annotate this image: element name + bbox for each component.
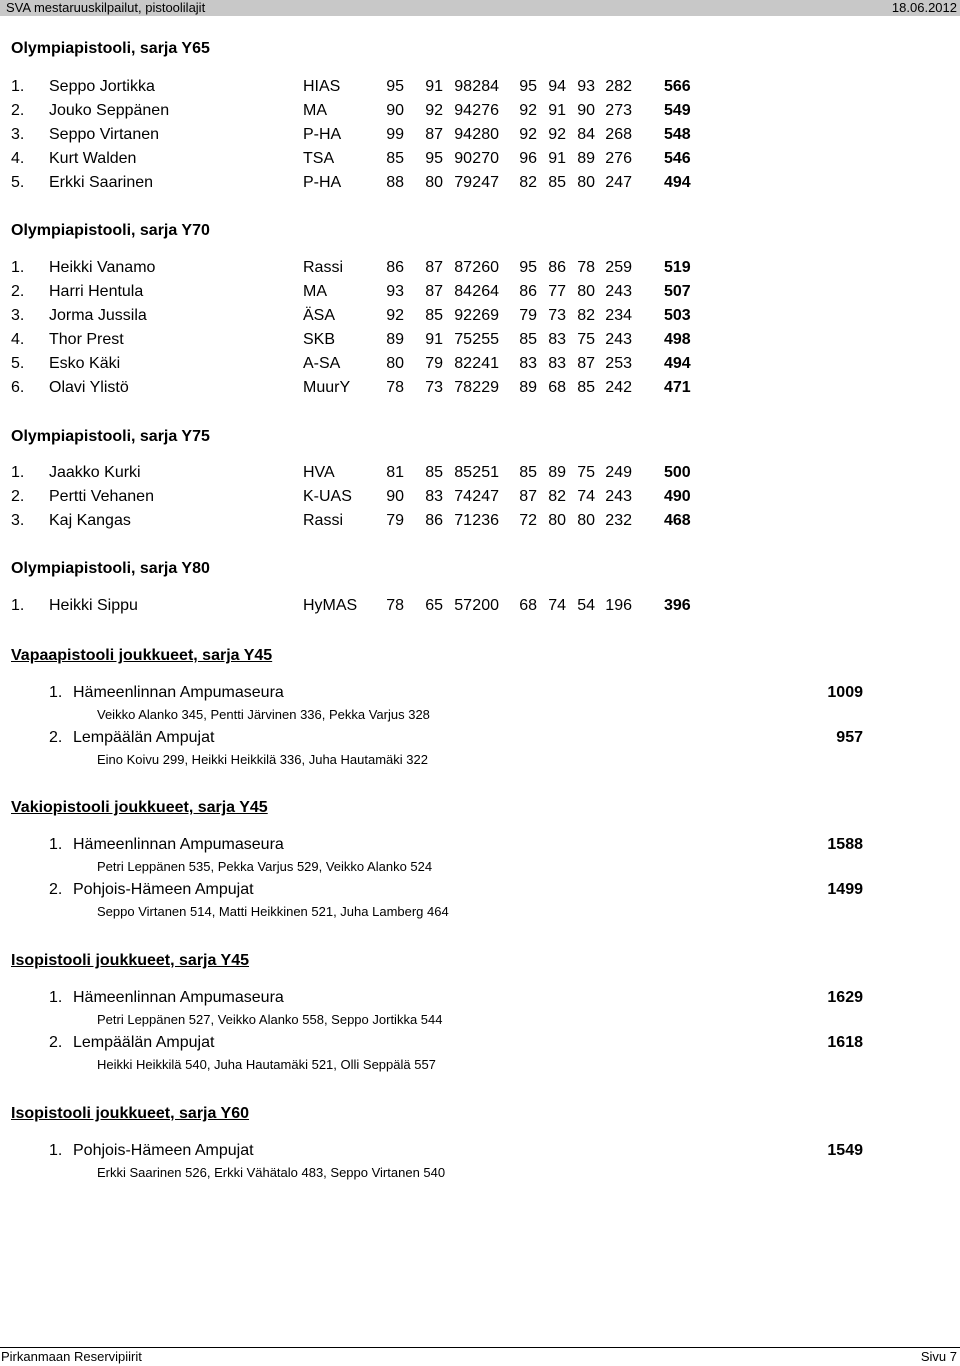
series-subtotal: 247 bbox=[472, 488, 499, 505]
series-score: 85 bbox=[519, 331, 537, 348]
series-score: 85 bbox=[519, 464, 537, 481]
rank: 6. bbox=[11, 379, 25, 396]
series-score: 84 bbox=[454, 283, 472, 300]
series-score: 84 bbox=[577, 126, 595, 143]
series-subtotal: 276 bbox=[472, 102, 499, 119]
series-score: 79 bbox=[386, 512, 404, 529]
series-score: 92 bbox=[548, 126, 566, 143]
club: ÄSA bbox=[303, 307, 336, 324]
series-score: 74 bbox=[548, 597, 566, 614]
result-row bbox=[0, 488, 960, 512]
footer-page-number: Sivu 7 bbox=[920, 1349, 957, 1364]
competitor-name: Jaakko Kurki bbox=[49, 464, 141, 481]
page-header bbox=[0, 0, 960, 16]
rank: 4. bbox=[11, 150, 25, 167]
series-score: 85 bbox=[454, 464, 472, 481]
team-name: Lempäälän Ampujat bbox=[73, 1034, 215, 1051]
team-total: 1009 bbox=[827, 684, 863, 701]
series-subtotal: 196 bbox=[605, 597, 632, 614]
series-score: 95 bbox=[519, 259, 537, 276]
competitor-name: Erkki Saarinen bbox=[49, 174, 154, 191]
team-total: 1588 bbox=[827, 836, 863, 853]
series-score: 83 bbox=[519, 355, 537, 372]
series-score: 95 bbox=[519, 78, 537, 95]
competitor-name: Seppo Jortikka bbox=[49, 78, 155, 95]
result-row bbox=[0, 102, 960, 126]
series-score: 90 bbox=[386, 488, 404, 505]
series-subtotal: 232 bbox=[605, 512, 632, 529]
section-title: Isopistooli joukkueet, sarja Y60 bbox=[11, 1105, 250, 1122]
series-score: 78 bbox=[577, 259, 595, 276]
series-score: 73 bbox=[548, 307, 566, 324]
series-subtotal: 200 bbox=[472, 597, 499, 614]
club: A-SA bbox=[303, 355, 341, 372]
rank: 2. bbox=[11, 283, 25, 300]
series-score: 74 bbox=[577, 488, 595, 505]
series-score: 90 bbox=[454, 150, 472, 167]
series-subtotal: 247 bbox=[472, 174, 499, 191]
series-subtotal: 234 bbox=[605, 307, 632, 324]
club: SKB bbox=[303, 331, 336, 348]
series-score: 80 bbox=[577, 174, 595, 191]
club: HIAS bbox=[303, 78, 341, 95]
series-score: 80 bbox=[577, 512, 595, 529]
team-rank: 1. bbox=[49, 684, 63, 701]
team-total: 957 bbox=[836, 729, 863, 746]
result-row bbox=[0, 331, 960, 355]
series-score: 82 bbox=[577, 307, 595, 324]
series-score: 74 bbox=[454, 488, 472, 505]
club: K-UAS bbox=[303, 488, 352, 505]
series-score: 78 bbox=[386, 379, 404, 396]
series-score: 75 bbox=[577, 464, 595, 481]
competitor-name: Esko Käki bbox=[49, 355, 121, 372]
series-score: 89 bbox=[386, 331, 404, 348]
series-score: 92 bbox=[454, 307, 472, 324]
total-score: 490 bbox=[664, 488, 691, 505]
club: MuurY bbox=[303, 379, 351, 396]
series-subtotal: 242 bbox=[605, 379, 632, 396]
team-members: Heikki Heikkilä 540, Juha Hautamäki 521, Olli Seppälä 557 bbox=[97, 1057, 436, 1072]
total-score: 498 bbox=[664, 331, 691, 348]
series-score: 92 bbox=[519, 102, 537, 119]
series-score: 86 bbox=[386, 259, 404, 276]
rank: 1. bbox=[11, 78, 25, 95]
series-score: 81 bbox=[386, 464, 404, 481]
team-members: Seppo Virtanen 514, Matti Heikkinen 521, Juha Lamberg 464 bbox=[97, 904, 449, 919]
total-score: 566 bbox=[664, 78, 691, 95]
competitor-name: Jouko Seppänen bbox=[49, 102, 170, 119]
rank: 4. bbox=[11, 331, 25, 348]
series-score: 87 bbox=[425, 126, 443, 143]
series-subtotal: 229 bbox=[472, 379, 499, 396]
series-score: 91 bbox=[425, 78, 443, 95]
team-rank: 2. bbox=[49, 729, 63, 746]
result-row bbox=[0, 259, 960, 283]
series-score: 89 bbox=[519, 379, 537, 396]
series-score: 90 bbox=[386, 102, 404, 119]
page-footer bbox=[0, 1347, 960, 1366]
section-title: Olympiapistooli, sarja Y70 bbox=[11, 222, 210, 239]
series-score: 80 bbox=[425, 174, 443, 191]
total-score: 500 bbox=[664, 464, 691, 481]
series-subtotal: 247 bbox=[605, 174, 632, 191]
series-score: 78 bbox=[386, 597, 404, 614]
result-row bbox=[0, 126, 960, 150]
series-score: 83 bbox=[425, 488, 443, 505]
total-score: 548 bbox=[664, 126, 691, 143]
header-date: 18.06.2012 bbox=[891, 0, 957, 15]
competitor-name: Kurt Walden bbox=[49, 150, 137, 167]
series-score: 80 bbox=[548, 512, 566, 529]
series-subtotal: 255 bbox=[472, 331, 499, 348]
team-total: 1618 bbox=[827, 1034, 863, 1051]
series-score: 87 bbox=[577, 355, 595, 372]
series-score: 86 bbox=[425, 512, 443, 529]
series-score: 85 bbox=[425, 307, 443, 324]
club: MA bbox=[303, 102, 327, 119]
result-row bbox=[0, 379, 960, 403]
team-name: Pohjois-Hämeen Ampujat bbox=[73, 1142, 254, 1159]
footer-organization: Pirkanmaan Reservipiirit bbox=[1, 1349, 142, 1364]
section-title: Isopistooli joukkueet, sarja Y45 bbox=[11, 952, 250, 969]
total-score: 494 bbox=[664, 174, 691, 191]
header-title: SVA mestaruuskilpailut, pistoolilajit bbox=[6, 0, 206, 15]
series-score: 99 bbox=[386, 126, 404, 143]
series-subtotal: 236 bbox=[472, 512, 499, 529]
team-name: Hämeenlinnan Ampumaseura bbox=[73, 836, 284, 853]
series-score: 94 bbox=[548, 78, 566, 95]
series-subtotal: 243 bbox=[605, 488, 632, 505]
rank: 3. bbox=[11, 307, 25, 324]
result-row bbox=[0, 78, 960, 102]
club: Rassi bbox=[303, 512, 344, 529]
series-score: 82 bbox=[454, 355, 472, 372]
team-total: 1499 bbox=[827, 881, 863, 898]
series-score: 85 bbox=[548, 174, 566, 191]
club: MA bbox=[303, 283, 327, 300]
team-total: 1549 bbox=[827, 1142, 863, 1159]
series-score: 77 bbox=[548, 283, 566, 300]
team-rank: 1. bbox=[49, 989, 63, 1006]
competitor-name: Heikki Vanamo bbox=[49, 259, 156, 276]
rank: 3. bbox=[11, 126, 25, 143]
series-score: 87 bbox=[425, 259, 443, 276]
series-score: 94 bbox=[454, 126, 472, 143]
total-score: 494 bbox=[664, 355, 691, 372]
rank: 2. bbox=[11, 102, 25, 119]
result-row bbox=[0, 512, 960, 536]
rank: 1. bbox=[11, 597, 25, 614]
series-score: 78 bbox=[454, 379, 472, 396]
rank: 1. bbox=[11, 259, 25, 276]
series-subtotal: 253 bbox=[605, 355, 632, 372]
series-subtotal: 269 bbox=[472, 307, 499, 324]
total-score: 503 bbox=[664, 307, 691, 324]
series-score: 91 bbox=[425, 331, 443, 348]
result-row bbox=[0, 174, 960, 198]
series-score: 71 bbox=[454, 512, 472, 529]
series-score: 89 bbox=[577, 150, 595, 167]
series-score: 96 bbox=[519, 150, 537, 167]
series-score: 98 bbox=[454, 78, 472, 95]
series-subtotal: 276 bbox=[605, 150, 632, 167]
series-score: 54 bbox=[577, 597, 595, 614]
result-row bbox=[0, 150, 960, 174]
series-subtotal: 243 bbox=[605, 331, 632, 348]
total-score: 519 bbox=[664, 259, 691, 276]
series-score: 87 bbox=[519, 488, 537, 505]
club: Rassi bbox=[303, 259, 344, 276]
series-score: 90 bbox=[577, 102, 595, 119]
series-score: 82 bbox=[519, 174, 537, 191]
competitor-name: Heikki Sippu bbox=[49, 597, 138, 614]
series-score: 92 bbox=[386, 307, 404, 324]
series-score: 93 bbox=[577, 78, 595, 95]
series-subtotal: 241 bbox=[472, 355, 499, 372]
team-total: 1629 bbox=[827, 989, 863, 1006]
series-score: 85 bbox=[577, 379, 595, 396]
competitor-name: Seppo Virtanen bbox=[49, 126, 160, 143]
result-row bbox=[0, 307, 960, 331]
series-score: 73 bbox=[425, 379, 443, 396]
series-score: 89 bbox=[548, 464, 566, 481]
team-name: Lempäälän Ampujat bbox=[73, 729, 215, 746]
series-subtotal: 268 bbox=[605, 126, 632, 143]
team-rank: 1. bbox=[49, 1142, 63, 1159]
series-subtotal: 249 bbox=[605, 464, 632, 481]
series-subtotal: 270 bbox=[472, 150, 499, 167]
series-score: 94 bbox=[454, 102, 472, 119]
result-row bbox=[0, 597, 960, 621]
series-subtotal: 284 bbox=[472, 78, 499, 95]
total-score: 396 bbox=[664, 597, 691, 614]
rank: 1. bbox=[11, 464, 25, 481]
team-rank: 2. bbox=[49, 1034, 63, 1051]
series-subtotal: 243 bbox=[605, 283, 632, 300]
series-score: 85 bbox=[386, 150, 404, 167]
rank: 5. bbox=[11, 355, 25, 372]
series-score: 91 bbox=[548, 150, 566, 167]
team-members: Veikko Alanko 345, Pentti Järvinen 336, Pekka Varjus 328 bbox=[97, 707, 430, 722]
team-rank: 1. bbox=[49, 836, 63, 853]
series-score: 79 bbox=[519, 307, 537, 324]
series-score: 93 bbox=[386, 283, 404, 300]
competitor-name: Pertti Vehanen bbox=[49, 488, 154, 505]
series-score: 95 bbox=[386, 78, 404, 95]
team-name: Hämeenlinnan Ampumaseura bbox=[73, 684, 284, 701]
series-score: 72 bbox=[519, 512, 537, 529]
club: HVA bbox=[303, 464, 335, 481]
team-name: Pohjois-Hämeen Ampujat bbox=[73, 881, 254, 898]
series-subtotal: 264 bbox=[472, 283, 499, 300]
series-score: 92 bbox=[425, 102, 443, 119]
section-title: Vakiopistooli joukkueet, sarja Y45 bbox=[11, 799, 268, 816]
series-score: 68 bbox=[548, 379, 566, 396]
total-score: 546 bbox=[664, 150, 691, 167]
section-title: Olympiapistooli, sarja Y65 bbox=[11, 40, 210, 57]
team-members: Erkki Saarinen 526, Erkki Vähätalo 483, Seppo Virtanen 540 bbox=[97, 1165, 446, 1180]
series-score: 87 bbox=[425, 283, 443, 300]
team-name: Hämeenlinnan Ampumaseura bbox=[73, 989, 284, 1006]
club: TSA bbox=[303, 150, 335, 167]
team-members: Petri Leppänen 527, Veikko Alanko 558, Seppo Jortikka 544 bbox=[97, 1012, 443, 1027]
series-score: 79 bbox=[454, 174, 472, 191]
series-score: 83 bbox=[548, 355, 566, 372]
rank: 3. bbox=[11, 512, 25, 529]
team-rank: 2. bbox=[49, 881, 63, 898]
series-score: 75 bbox=[454, 331, 472, 348]
club: HyMAS bbox=[303, 597, 358, 614]
series-score: 75 bbox=[577, 331, 595, 348]
series-score: 91 bbox=[548, 102, 566, 119]
series-score: 80 bbox=[577, 283, 595, 300]
series-score: 86 bbox=[519, 283, 537, 300]
series-score: 83 bbox=[548, 331, 566, 348]
series-subtotal: 260 bbox=[472, 259, 499, 276]
result-row bbox=[0, 464, 960, 488]
series-subtotal: 280 bbox=[472, 126, 499, 143]
series-score: 86 bbox=[548, 259, 566, 276]
series-score: 92 bbox=[519, 126, 537, 143]
result-row bbox=[0, 355, 960, 379]
series-subtotal: 259 bbox=[605, 259, 632, 276]
series-subtotal: 273 bbox=[605, 102, 632, 119]
section-title: Olympiapistooli, sarja Y80 bbox=[11, 560, 210, 577]
series-score: 57 bbox=[454, 597, 472, 614]
club: P-HA bbox=[303, 126, 342, 143]
total-score: 471 bbox=[664, 379, 691, 396]
team-members: Eino Koivu 299, Heikki Heikkilä 336, Juha Hautamäki 322 bbox=[97, 752, 428, 767]
series-score: 79 bbox=[425, 355, 443, 372]
series-score: 65 bbox=[425, 597, 443, 614]
series-score: 95 bbox=[425, 150, 443, 167]
total-score: 468 bbox=[664, 512, 691, 529]
club: P-HA bbox=[303, 174, 342, 191]
series-subtotal: 251 bbox=[472, 464, 499, 481]
series-score: 85 bbox=[425, 464, 443, 481]
series-score: 68 bbox=[519, 597, 537, 614]
competitor-name: Olavi Ylistö bbox=[49, 379, 129, 396]
section-title: Vapaapistooli joukkueet, sarja Y45 bbox=[11, 647, 273, 664]
total-score: 549 bbox=[664, 102, 691, 119]
competitor-name: Thor Prest bbox=[49, 331, 124, 348]
series-score: 88 bbox=[386, 174, 404, 191]
series-score: 82 bbox=[548, 488, 566, 505]
total-score: 507 bbox=[664, 283, 691, 300]
rank: 5. bbox=[11, 174, 25, 191]
rank: 2. bbox=[11, 488, 25, 505]
section-title: Olympiapistooli, sarja Y75 bbox=[11, 428, 210, 445]
competitor-name: Harri Hentula bbox=[49, 283, 144, 300]
competitor-name: Jorma Jussila bbox=[49, 307, 147, 324]
series-score: 80 bbox=[386, 355, 404, 372]
team-members: Petri Leppänen 535, Pekka Varjus 529, Veikko Alanko 524 bbox=[97, 859, 433, 874]
series-score: 87 bbox=[454, 259, 472, 276]
result-row bbox=[0, 283, 960, 307]
series-subtotal: 282 bbox=[605, 78, 632, 95]
competitor-name: Kaj Kangas bbox=[49, 512, 131, 529]
